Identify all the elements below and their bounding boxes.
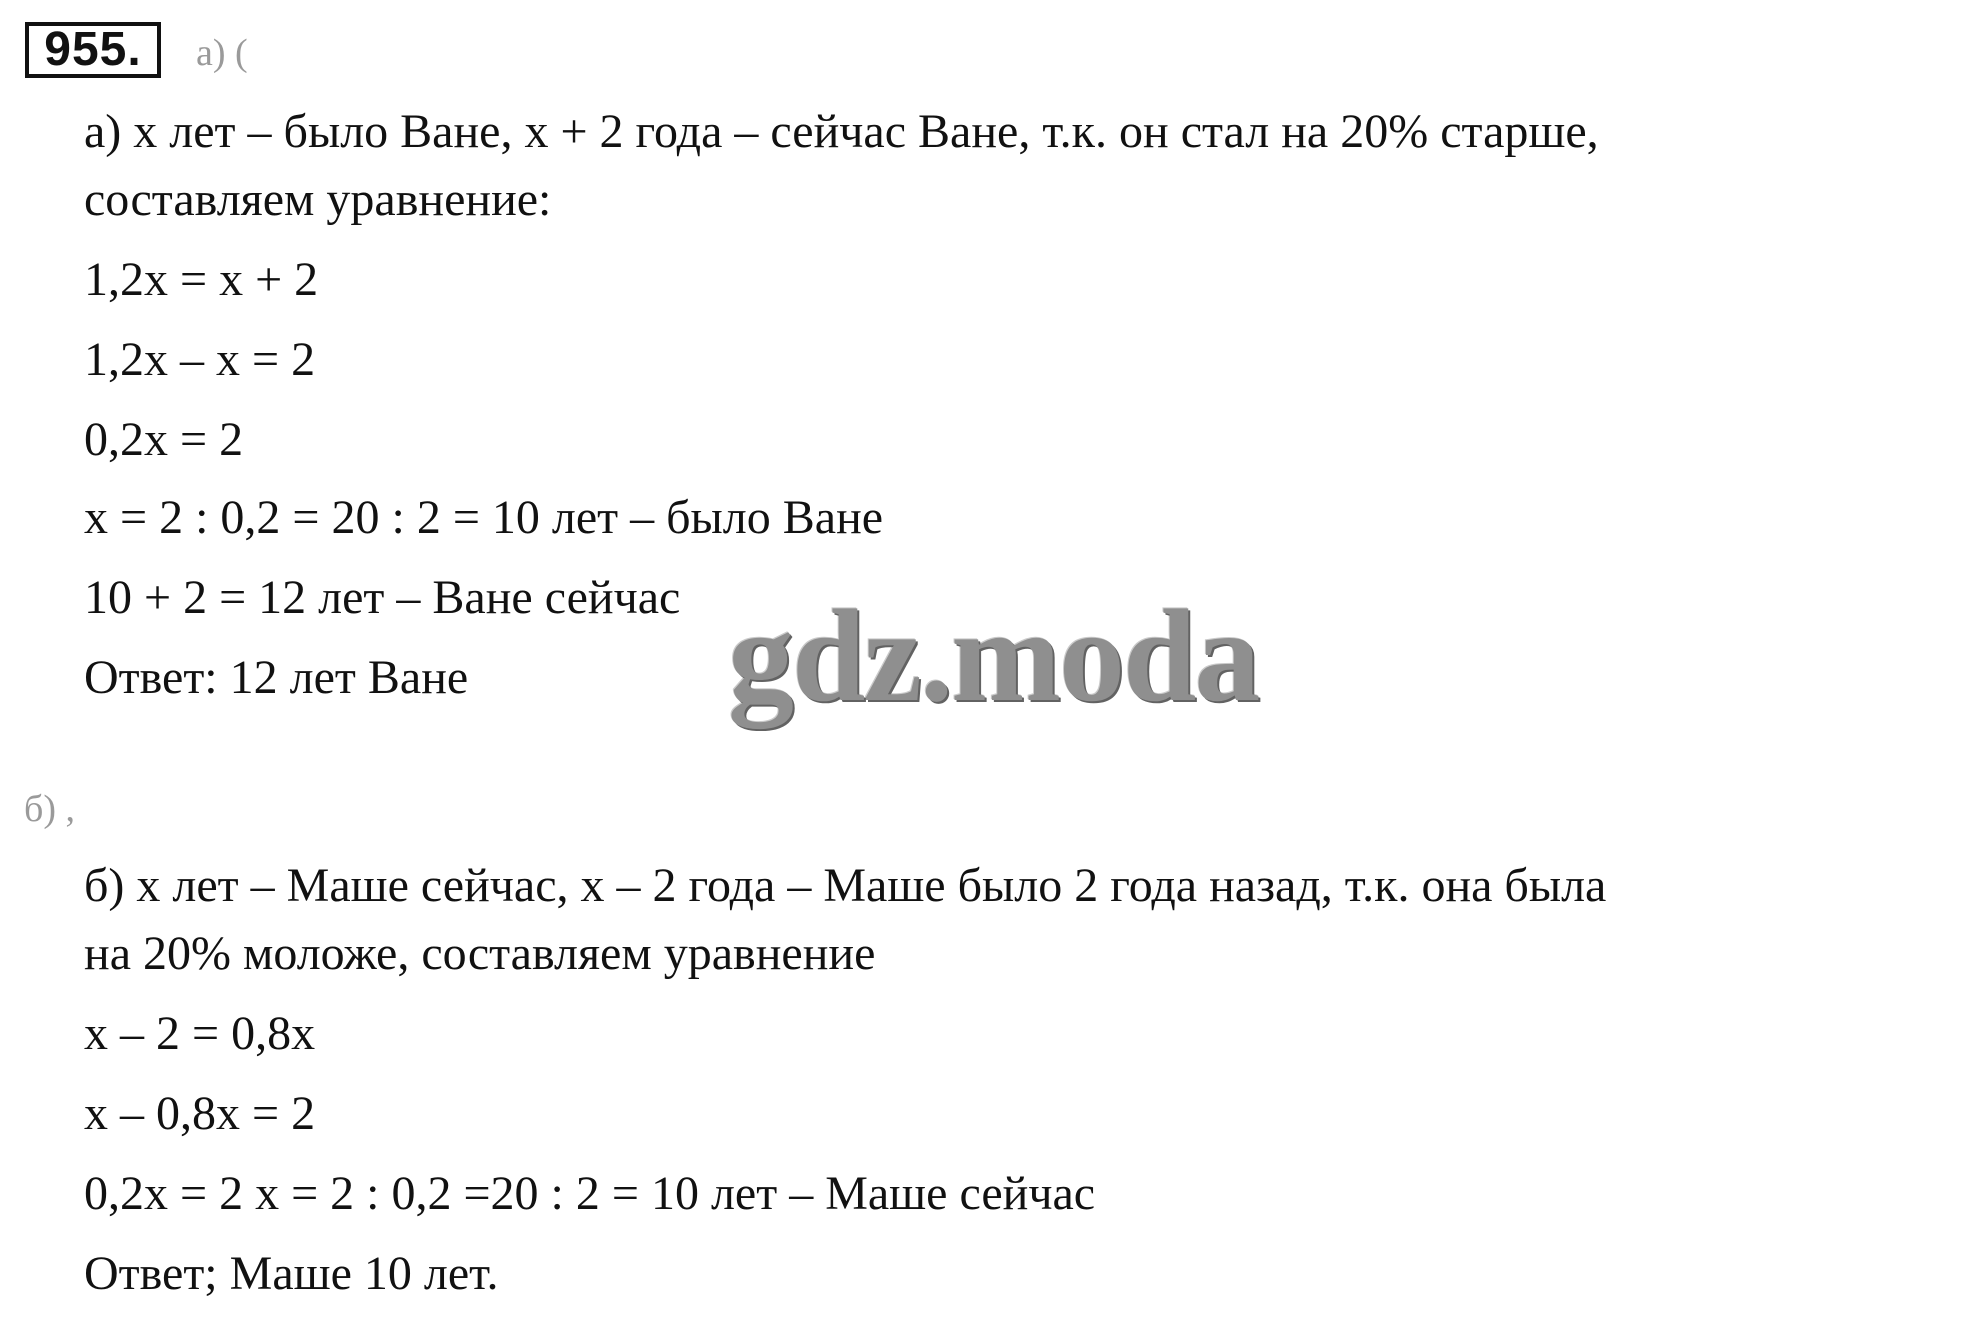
part-a-line-4: 1,2х – х = 2 bbox=[84, 333, 316, 386]
part-a-line-6: х = 2 : 0,2 = 20 : 2 = 10 лет – было Ване bbox=[84, 491, 884, 544]
part-b-line-4: х – 0,8х = 2 bbox=[84, 1087, 316, 1140]
part-a-faded-label: а) ( bbox=[196, 32, 248, 74]
part-b-faded-label: б) , bbox=[24, 788, 75, 830]
part-b-answer: Ответ; Маше 10 лет. bbox=[84, 1247, 499, 1300]
part-a-answer: Ответ: 12 лет Ване bbox=[84, 651, 469, 704]
problem-number-box bbox=[25, 22, 161, 78]
part-b-line-3: х – 2 = 0,8х bbox=[84, 1007, 316, 1060]
part-b-line-5: 0,2х = 2 х = 2 : 0,2 =20 : 2 = 10 лет – Маше сейчас bbox=[84, 1167, 1096, 1220]
part-a-line-7: 10 + 2 = 12 лет – Ване сейчас bbox=[84, 571, 681, 624]
part-a-line-3: 1,2х = х + 2 bbox=[84, 253, 319, 306]
part-a-line-2: составляем уравнение: bbox=[84, 173, 552, 226]
part-a-line-5: 0,2х = 2 bbox=[84, 413, 244, 466]
part-a-line-1: а) х лет – было Ване, х + 2 года – сейчас Ване, т.к. он стал на 20% старше, bbox=[84, 105, 1599, 158]
part-b-line-1: б) х лет – Маше сейчас, х – 2 года – Маше было 2 года назад, т.к. она была bbox=[84, 859, 1607, 912]
part-b-line-2: на 20% моложе, составляем уравнение bbox=[84, 927, 876, 980]
watermark-logo: gdz.moda bbox=[728, 582, 1259, 729]
problem-number: 955. bbox=[44, 23, 142, 76]
